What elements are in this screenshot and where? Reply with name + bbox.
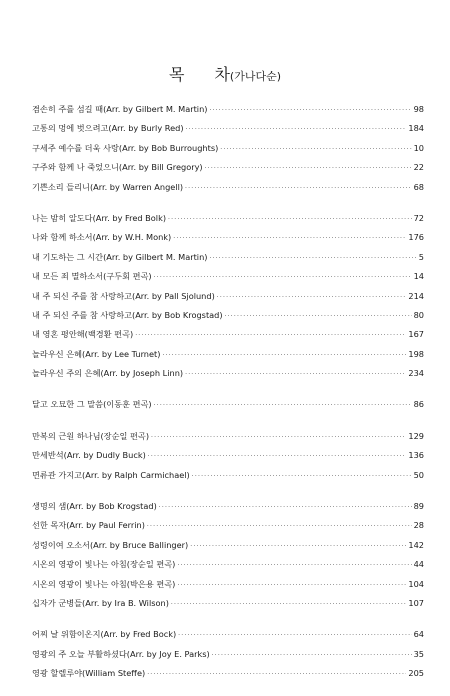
toc-entry [32, 325, 424, 344]
title-main-right: 차 [214, 65, 230, 84]
toc-group [32, 100, 424, 197]
dot-leader [135, 326, 406, 345]
toc-entry-page: 214 [408, 290, 424, 301]
dot-leader [168, 210, 412, 229]
toc-entry [32, 575, 424, 594]
toc-entry [32, 516, 424, 535]
toc-entry [32, 427, 424, 446]
dot-leader [154, 268, 412, 287]
toc-entry-page: 234 [408, 368, 424, 379]
dot-leader [177, 556, 411, 575]
page-title [0, 62, 450, 85]
toc-entry-page: 198 [408, 348, 424, 359]
toc-entry-title: 만세반석(Arr. by Dudly Buck) [32, 450, 146, 461]
toc-entry [32, 345, 424, 364]
dot-leader [186, 120, 407, 139]
toc-entry-page: 136 [408, 450, 424, 461]
toc-entry [32, 594, 424, 613]
toc-group [32, 497, 424, 613]
toc-list [32, 100, 424, 696]
dot-leader [185, 365, 406, 384]
dot-leader [217, 288, 407, 307]
toc-entry [32, 395, 424, 414]
toc-entry-page: 14 [413, 271, 424, 282]
dot-leader [225, 307, 412, 326]
dot-leader [178, 626, 411, 645]
toc-entry [32, 466, 424, 485]
toc-entry-title: 시온의 영광이 빛나는 아침(장순일 편곡) [32, 559, 176, 570]
dot-leader [185, 179, 412, 198]
dot-leader [147, 517, 412, 536]
toc-entry-title: 선한 목자(Arr. by Paul Ferrin) [32, 520, 145, 531]
toc-entry-page: 129 [408, 430, 424, 441]
toc-entry-title: 내 기도하는 그 시간(Arr. by Gilbert M. Martin) [32, 251, 208, 262]
dot-leader [148, 447, 407, 466]
toc-entry-title: 내 영혼 평안해(백경환 편곡) [32, 329, 134, 340]
toc-entry [32, 555, 424, 574]
toc-entry-page: 142 [408, 539, 424, 550]
toc-entry [32, 497, 424, 516]
title-main-left: 목 [168, 65, 185, 84]
toc-entry-page: 44 [413, 559, 424, 570]
toc-entry-page: 167 [408, 329, 424, 340]
toc-entry-title: 놀라우신 은혜(Arr. by Lee Turnet) [32, 348, 161, 359]
toc-entry-page: 50 [413, 469, 424, 480]
toc-entry-title: 기쁜소리 들리니(Arr. by Warren Angell) [32, 181, 184, 192]
dot-leader [212, 646, 412, 665]
toc-entry-title: 시온의 영광이 빛나는 아침(박은용 편곡) [32, 578, 176, 589]
toc-entry-page: 205 [408, 668, 424, 679]
toc-entry-page: 98 [413, 104, 424, 114]
dot-leader [209, 101, 411, 120]
toc-entry-title: 고통의 멍에 벗으려고(Arr. by Burly Red) [32, 123, 184, 134]
toc-entry-title: 성령이여 오소서(Arr. by Bruce Ballinger) [32, 539, 189, 550]
toc-group [32, 209, 424, 384]
toc-entry [32, 267, 424, 286]
toc-entry-page: 68 [413, 181, 424, 192]
toc-entry-title: 영광의 주 오늘 부활하셨다(Arr. by Joy E. Parks) [32, 648, 210, 659]
toc-entry [32, 364, 424, 383]
toc-entry-title: 생명의 샘(Arr. by Bob Krogstad) [32, 501, 157, 512]
toc-entry [32, 446, 424, 465]
toc-entry [32, 119, 424, 138]
toc-entry-page: 5 [418, 251, 424, 262]
toc-entry-page: 86 [413, 399, 424, 410]
toc-entry [32, 228, 424, 247]
toc-entry [32, 178, 424, 197]
toc-entry-title: 만복의 근원 하나님(장순일 편곡) [32, 430, 150, 441]
toc-entry [32, 209, 424, 228]
toc-entry-title: 나는 밤히 알도다(Arr. by Fred Bolk) [32, 212, 167, 223]
toc-entry [32, 625, 424, 644]
toc-entry-title: 내 모든 죄 멸하소서(구두회 편곡) [32, 271, 152, 282]
toc-entry [32, 645, 424, 664]
toc-group [32, 427, 424, 485]
toc-entry-page: 107 [408, 597, 424, 608]
toc-entry-title: 내 주 되신 주를 참 사랑하고(Arr. by Bob Krogstad) [32, 309, 223, 320]
toc-entry-page: 22 [413, 162, 424, 173]
toc-entry-title: 어찌 날 위함이온지(Arr. by Fred Bock) [32, 629, 177, 640]
dot-leader [171, 595, 406, 614]
toc-entry-page: 184 [408, 123, 424, 134]
dot-leader [173, 229, 406, 248]
toc-entry-title: 놀라우신 주의 은혜(Arr. by Joseph Linn) [32, 368, 184, 379]
toc-entry-title: 내 주 되신 주를 참 사랑하고(Arr. by Pall Sjolund) [32, 290, 215, 301]
toc-entry-page: 176 [408, 232, 424, 243]
toc-group [32, 395, 424, 414]
toc-entry [32, 536, 424, 555]
toc-entry-page: 89 [413, 501, 424, 512]
dot-leader [177, 576, 406, 595]
toc-entry-title: 십자가 군병들(Arr. by Ira B. Wilson) [32, 597, 169, 608]
toc-entry [32, 100, 424, 119]
title-subtitle: (가나다순) [229, 70, 282, 83]
toc-entry [32, 287, 424, 306]
toc-entry-page: 28 [413, 520, 424, 531]
toc-entry-title: 구주와 함께 나 죽었으니(Arr. by Bill Gregory) [32, 162, 203, 173]
toc-entry-page: 72 [413, 212, 424, 223]
toc-entry [32, 158, 424, 177]
toc-entry-title: 겸손히 주를 섬길 때(Arr. by Gilbert M. Martin) [32, 104, 208, 114]
toc-entry-title: 나와 함께 하소서(Arr. by W.H. Monk) [32, 232, 172, 243]
toc-entry-page: 35 [413, 648, 424, 659]
dot-leader [192, 467, 412, 486]
toc-entry-page: 80 [413, 309, 424, 320]
toc-entry-page: 104 [408, 578, 424, 589]
toc-entry-title: 영광 할렐루야(William Steffe) [32, 668, 146, 679]
toc-entry [32, 248, 424, 267]
dot-leader [162, 346, 406, 365]
toc-entry-page: 10 [413, 142, 424, 153]
toc-entry [32, 306, 424, 325]
toc-entry-title: 면류관 가지고(Arr. by Ralph Carmichael) [32, 469, 190, 480]
toc-entry [32, 139, 424, 158]
dot-leader [205, 159, 412, 178]
toc-entry-title: 달고 오묘한 그 말씀(이동훈 편곡) [32, 399, 152, 410]
dot-leader [220, 140, 411, 159]
dot-leader [209, 249, 416, 268]
toc-entry-page: 64 [413, 629, 424, 640]
dot-leader [154, 396, 412, 415]
dot-leader [151, 428, 406, 447]
toc-entry-title: 구세주 예수를 더욱 사랑(Arr. by Bob Burroughts) [32, 142, 219, 153]
dot-leader [159, 498, 412, 517]
dot-leader [190, 537, 406, 556]
toc-entry [32, 664, 424, 683]
